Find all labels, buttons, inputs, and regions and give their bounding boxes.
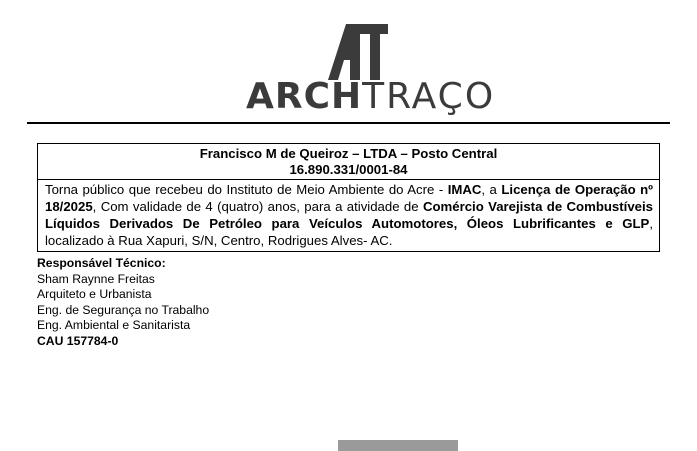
bottom-gray-bar (338, 440, 458, 451)
responsible-title-1: Arquiteto e Urbanista (37, 287, 152, 301)
notice-text-3: , Com validade de 4 (quatro) anos, para a atividade de (92, 199, 423, 214)
notice-text-4: , localizado à Rua Xapuri, S/N, Centro, Rodrigues Alves- AC. (45, 216, 653, 248)
notice-atividade: Comércio Varejista de Combustíveis Líquidos Derivados De Petróleo para Veículos Automotores, Óleos Lubrificantes e GLP (45, 199, 653, 231)
company-name: Francisco M de Queiroz – LTDA – Posto Central (199, 146, 498, 161)
notice-body (38, 180, 659, 251)
notice-header (38, 144, 659, 180)
archtraco-logo-mark (328, 24, 388, 80)
notice-licenca: Licença de Operação nº 18/2025 (45, 182, 654, 214)
notice-box (37, 143, 660, 252)
notice-text-1: Torna público que recebeu do Instituto de Meio Ambiente do Acre - (45, 182, 448, 197)
logo-wordmark-bold: ARCH (246, 76, 363, 117)
responsible-cau: CAU 157784-0 (37, 333, 119, 348)
logo-wordmark-light: TRAÇO (362, 76, 496, 117)
responsible-title-2: Eng. de Segurança no Trabalho (37, 302, 210, 317)
logo-wordmark (246, 76, 495, 116)
notice-text-2: , a (481, 182, 502, 197)
header-divider (27, 122, 670, 124)
responsible-block (37, 256, 209, 349)
company-cnpj: 16.890.331/0001-84 (289, 162, 408, 177)
responsible-heading: Responsável Técnico: (37, 256, 166, 270)
responsible-name: Sham Raynne Freitas (37, 271, 155, 286)
responsible-title-3: Eng. Ambiental e Sanitarista (37, 318, 191, 332)
notice-imac: IMAC (447, 182, 482, 197)
